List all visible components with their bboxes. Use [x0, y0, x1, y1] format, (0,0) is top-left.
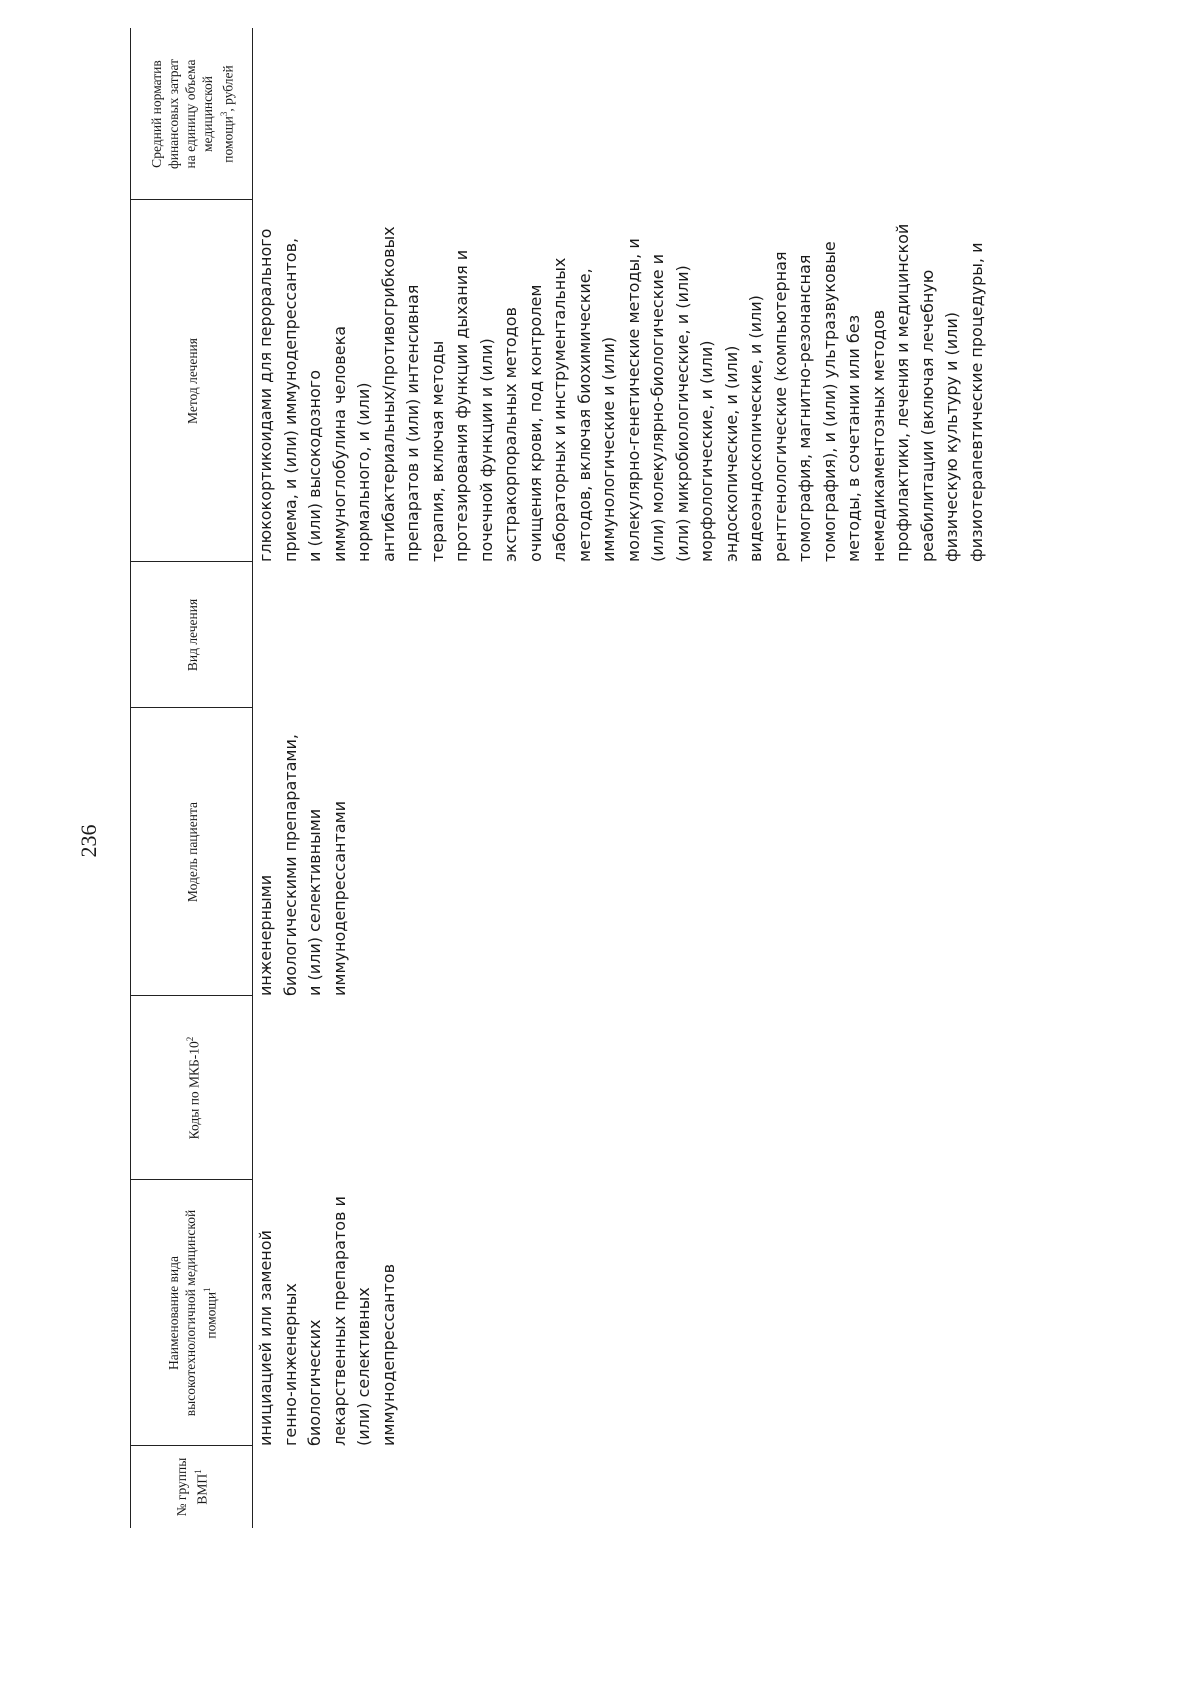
treatment-method-line: иммуноглобулина человека	[329, 325, 349, 562]
footnote-marker: 1	[201, 1287, 212, 1292]
treatment-method-line: (или) микробиологические, и (или)	[672, 265, 692, 562]
treatment-method-line: терапия, включая методы	[427, 340, 447, 562]
treatment-method-line: немедикаментозных методов	[868, 309, 888, 562]
header-cost-norm-line: медицинской	[199, 76, 215, 152]
treatment-method-line: очищения крови, под контролем	[525, 284, 545, 562]
vmp-name-line: генно-инженерных	[280, 1283, 300, 1446]
cell-treatment-method	[254, 200, 989, 562]
treatment-method-line: препаратов и (или) интенсивная	[403, 284, 422, 562]
treatment-method-line: и (или) высокодозного	[305, 370, 324, 562]
vmp-name-line: иммунодепрессантов	[378, 1263, 398, 1446]
header-bottom-rule	[252, 28, 253, 1528]
header-cost-norm-line: помощи	[220, 116, 236, 163]
header-vmp-name-line: помощи	[203, 1291, 219, 1339]
header-treatment-method-text: Метод лечения	[184, 338, 200, 424]
treatment-method-line: профилактики, лечения и медицинской	[893, 223, 912, 562]
treatment-method-line: томография, магнитно-резонансная	[795, 254, 814, 562]
header-cost-norm-line: на единицу объема	[182, 59, 198, 169]
treatment-method-line: иммунологические и (или)	[599, 336, 618, 562]
treatment-method-line: эндоскопические, и (или)	[721, 345, 741, 562]
header-patient-model	[132, 708, 252, 996]
treatment-method-line: нормального, и (или)	[354, 382, 373, 562]
header-vmp-name	[132, 1180, 252, 1446]
treatment-method-line: морфологические, и (или)	[697, 340, 716, 562]
treatment-method-line: молекулярно-генетические методы, и	[623, 238, 643, 562]
header-treatment-method	[132, 200, 252, 562]
treatment-method-line: лабораторных и инструментальных	[550, 257, 569, 562]
treatment-method-line: антибактериальных/противогрибковых	[378, 226, 398, 562]
header-patient-model-text: Модель пациента	[184, 801, 200, 903]
treatment-method-line: физиотерапевтические процедуры, и	[966, 242, 986, 562]
patient-model-line: биологическими препаратами,	[280, 734, 300, 996]
treatment-method-line: рентгенологические (компьютерная	[770, 251, 790, 562]
footnote-marker: 3	[218, 111, 229, 117]
footnote-marker: 2	[184, 1036, 195, 1042]
treatment-method-line: реабилитации (включая лечебную	[917, 269, 937, 562]
header-treatment-type	[132, 562, 252, 708]
treatment-method-line: томография), и (или) ультразвуковые	[819, 241, 839, 562]
treatment-method-line: (или) молекулярно-биологические и	[648, 253, 667, 562]
treatment-method-line: методы, в сочетании или без	[844, 314, 863, 562]
vmp-name-line: лекарственных препаратов и	[329, 1196, 349, 1446]
header-cost-norm-tail: , рублей	[220, 65, 236, 112]
cell-vmp-name	[254, 1180, 401, 1446]
header-vmp-name-line: высокотехнологичной медицинской	[182, 1209, 198, 1417]
header-treatment-type-text: Вид лечения	[184, 598, 200, 672]
header-vmp-name-line: Наименование вида	[165, 1256, 181, 1370]
treatment-method-line: протезирования функции дыхания и	[452, 249, 471, 562]
treatment-method-line: глюкокортикоидами для перорального	[256, 228, 275, 562]
header-group-no	[132, 1446, 252, 1528]
patient-model-line: инженерными	[256, 874, 275, 996]
patient-model-line: иммунодепрессантами	[329, 800, 349, 996]
patient-model-line: и (или) селективными	[305, 808, 324, 996]
treatment-method-line: физическую культуру и (или)	[942, 311, 961, 562]
header-group-no-line: № группы	[174, 1457, 190, 1517]
header-cost-norm-line: Средний норматив	[148, 60, 164, 168]
table-top-rule	[130, 28, 131, 1528]
header-cost-norm-line: финансовых затрат	[165, 58, 181, 170]
page-number: 236	[76, 824, 101, 858]
header-group-no-line: ВМП	[194, 1473, 210, 1505]
treatment-method-line: видеоэндоскопические, и (или)	[746, 295, 765, 562]
vmp-name-line: (или) селективных	[354, 1287, 373, 1446]
header-cost-norm	[132, 28, 252, 200]
vmp-name-line: инициацией или заменой	[256, 1230, 275, 1446]
treatment-method-line: экстракорпоральных методов	[501, 307, 520, 562]
header-mkb-codes-text: Коды по МКБ-10	[186, 1041, 202, 1140]
vmp-name-line: биологических	[305, 1319, 324, 1446]
treatment-method-line: методов, включая биохимические,	[574, 268, 594, 562]
footnote-marker: 1	[193, 1469, 204, 1474]
cell-patient-model	[254, 708, 352, 996]
header-mkb-codes	[132, 996, 252, 1180]
treatment-method-line: почечной функции и (или)	[476, 338, 496, 562]
treatment-method-line: приема, и (или) иммунодепрессантов,	[280, 237, 300, 562]
